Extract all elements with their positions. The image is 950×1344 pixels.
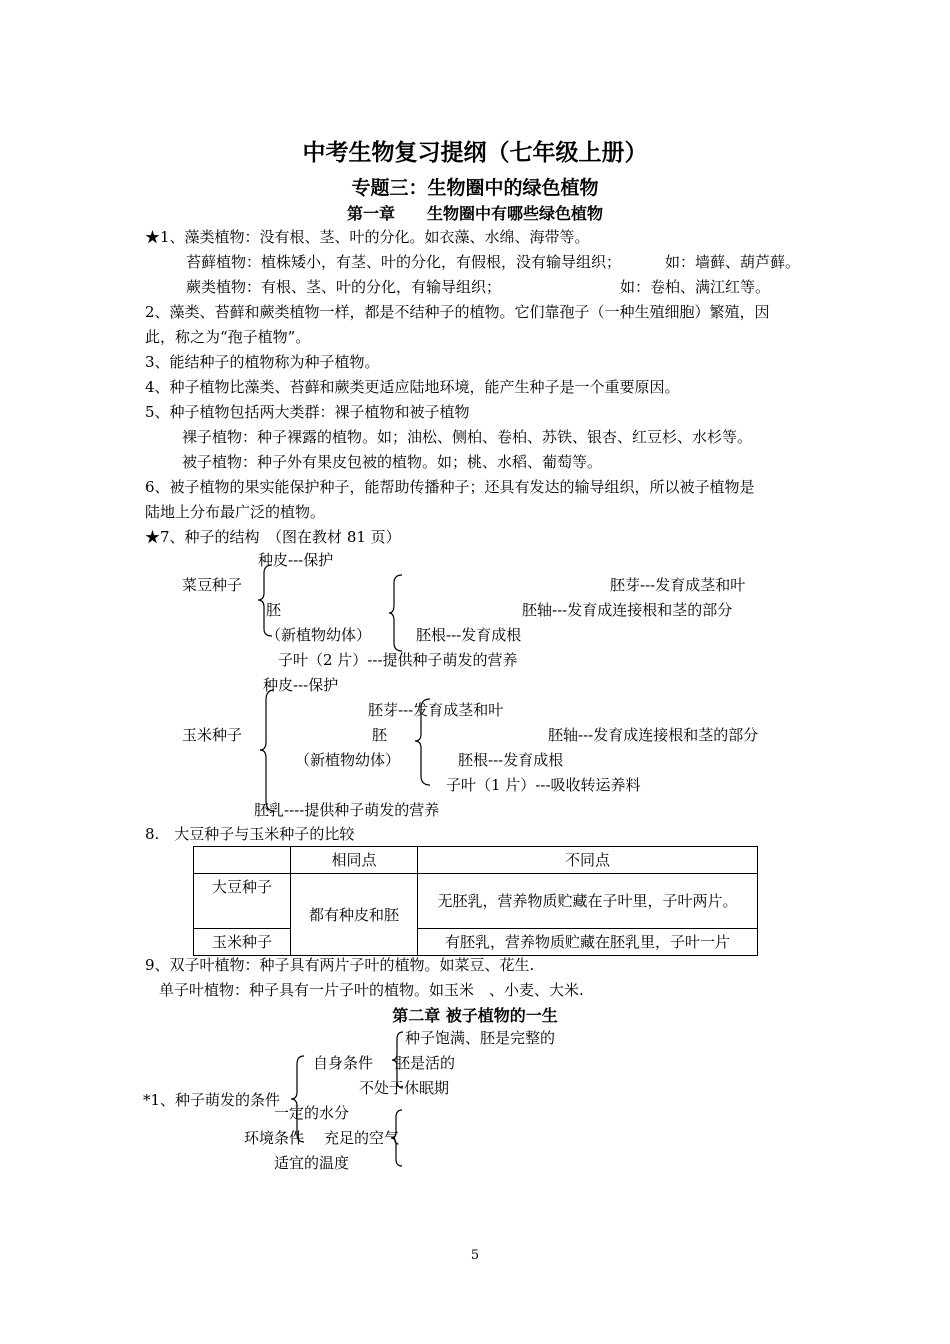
corn-coat: 种皮---保护 [263,676,339,694]
line-moss: 苔藓植物：植株矮小，有茎、叶的分化，有假根，没有输导组织； [186,253,622,271]
table-header-diff: 不同点 [418,847,758,874]
line-spore-1: 2、藻类、苔藓和蕨类植物一样，都是不结种子的植物。它们靠孢子（一种生殖细胞）繁殖，因 [145,303,770,321]
line-adapt: 4、种子植物比藻类、苔藓和蕨类更适应陆地环境，能产生种子是一个重要原因。 [145,378,680,396]
table-cell-soy: 大豆种子 [194,874,291,929]
line-groups: 5、种子植物包括两大类群：裸子植物和被子植物 [145,403,470,421]
germ-env-air: 充足的空气 [324,1129,400,1147]
line-fern: 蕨类植物：有根、茎、叶的分化，有输导组织； [186,278,502,296]
table-cell-same: 都有种皮和胚 [291,874,418,956]
germ-cond-full: 种子饱满、胚是完整的 [405,1029,556,1047]
page-title: 中考生物复习提纲（七年级上册） [302,140,648,166]
line-structure: ★7、种子的结构 （图在教材 81 页） [145,528,401,546]
line-monocot: 单子叶植物：种子具有一片子叶的植物。如玉米 、小麦、大米. [159,981,584,999]
corn-plumule: 胚芽---发育成茎和叶 [368,701,504,719]
bean-embryo-note: （新植物幼体） [266,626,372,644]
bean-cotyledon: 子叶（2 片）---提供种子萌发的营养 [278,651,518,669]
germ-self-label: 自身条件 [313,1054,374,1072]
corn-embryo: 胚 [372,726,388,744]
corn-seed-brace [258,688,278,813]
table-cell-corn: 玉米种子 [194,929,291,956]
line-algae: ★1、藻类植物：没有根、茎、叶的分化。如衣藻、水绵、海带等。 [145,228,590,246]
corn-radicle: 胚根---发育成根 [458,751,564,769]
line-fern-examples: 如：卷柏、满江红等。 [620,278,771,296]
corn-seed-label: 玉米种子 [182,726,243,744]
line-spore-2: 此，称之为“孢子植物”。 [145,328,311,346]
germ-env-label: 环境条件 [244,1129,305,1147]
corn-endosperm: 胚乳----提供种子萌发的营养 [254,801,440,819]
chapter1-heading: 第一章 生物圈中有哪些绿色植物 [346,204,603,223]
line-fruit-1: 6、被子植物的果实能保护种子，能帮助传播种子；还具有发达的输导组织，所以被子植物是 [145,478,755,496]
bean-embryo-brace [388,573,408,653]
table-header-same: 相同点 [291,847,418,874]
corn-embryo-note: （新植物幼体） [295,751,401,769]
comparison-table [193,846,758,956]
bean-plumule: 胚芽---发育成茎和叶 [610,576,746,594]
germ-env-water: 一定的水分 [274,1104,350,1122]
chapter2-heading: 第二章 被子植物的一生 [392,1006,558,1025]
germ-label: *1、种子萌发的条件 [143,1091,281,1109]
table-cell-soy-diff: 无胚乳，营养物质贮藏在子叶里，子叶两片。 [418,874,758,929]
germ-cond-alive: 胚是活的 [395,1054,456,1072]
line-angiosperm: 被子植物：种子外有果皮包被的植物。如；桃、水稻、葡萄等。 [182,453,603,471]
line-moss-examples: 如：墙藓、葫芦藓。 [665,253,801,271]
bean-coat: 种皮---保护 [258,551,334,569]
bean-seed-label: 菜豆种子 [182,576,243,594]
compare-heading: 8. 大豆种子与玉米种子的比较 [145,825,355,843]
topic-subtitle: 专题三：生物圈中的绿色植物 [351,177,599,199]
table-header-empty [194,847,291,874]
corn-hypocotyl: 胚轴---发育成连接根和茎的部分 [548,726,759,744]
bean-hypocotyl: 胚轴---发育成连接根和茎的部分 [522,601,733,619]
line-dicot: 9、双子叶植物：种子具有两片子叶的植物。如菜豆、花生. [145,956,535,974]
table-cell-corn-diff: 有胚乳，营养物质贮藏在胚乳里，子叶一片 [418,929,758,956]
bean-embryo: 胚 [266,601,282,619]
line-gymnosperm: 裸子植物：种子裸露的植物。如；油松、侧柏、卷柏、苏铁、银杏、红豆杉、水杉等。 [182,428,753,446]
line-fruit-2: 陆地上分布最广泛的植物。 [145,503,326,521]
bean-radicle: 胚根---发育成根 [416,626,522,644]
corn-cotyledon: 子叶（1 片）---吸收转运养料 [446,776,641,794]
germ-env-temp: 适宜的温度 [274,1154,350,1172]
line-seed-plants: 3、能结种子的植物称为种子植物。 [145,353,380,371]
germ-cond-dormancy: 不处于休眠期 [359,1079,450,1097]
page-number: 5 [470,1248,480,1263]
